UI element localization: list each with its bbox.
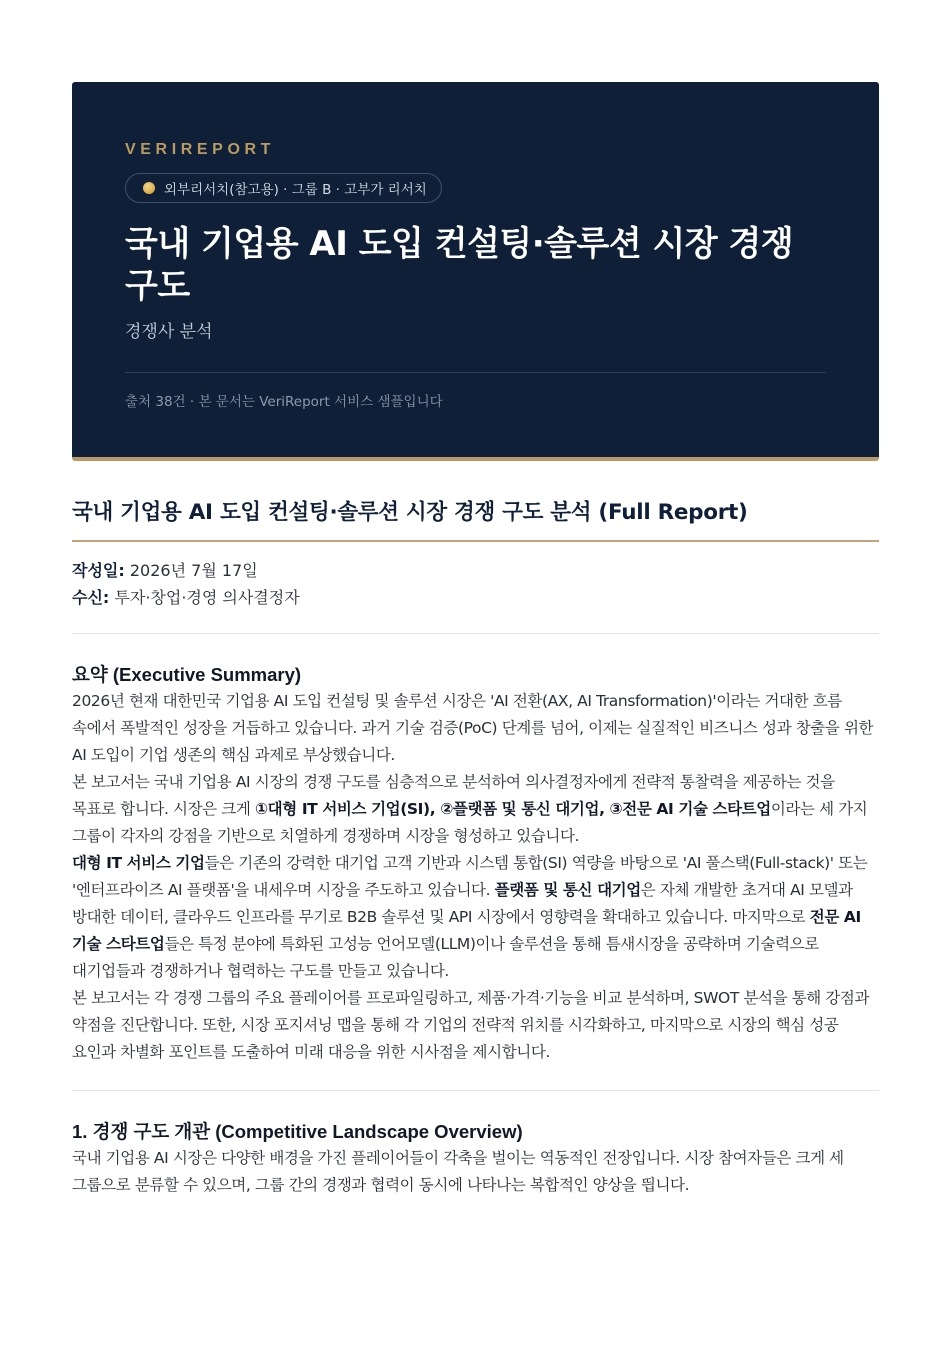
summary-p3-text-3: 들은 특정 분야에 특화된 고성능 언어모델(LLM)이나 솔루션을 통해 틈새시장을 공략하며 기술력으로 대기업들과 경쟁하거나 협력하는 구도를 만들고 있습니다. [72, 935, 819, 980]
category-badge-label: 외부리서치(참고용) · 그룹 B · 고부가 리서치 [164, 182, 427, 198]
cover-divider [125, 372, 826, 373]
report-cover-banner [72, 82, 879, 461]
summary-p2-text-1: 본 보고서는 국내 기업용 AI 시장의 경쟁 구도를 심층적으로 분석하여 의사결정자에게 전략적 통찰력을 제공하는 것을 목표로 합니다. 시장은 크게 [72, 773, 835, 818]
summary-p2-bold-groups: ①대형 IT 서비스 기업(SI), ②플랫폼 및 통신 대기업, ③전문 AI 기술 스타트업 [254, 800, 771, 818]
gold-dot-icon [143, 182, 155, 194]
meta-date-row [72, 557, 879, 584]
category-badge [125, 173, 442, 203]
summary-paragraph-3 [72, 850, 879, 985]
summary-p3-text-2: 은 자체 개발한 초거대 AI 모델과 방대한 데이터, 클라우드 인프라를 무기로 B2B 솔루션 및 API 시장에서 영향력을 확대하고 있습니다. 마지막으로 [72, 881, 853, 926]
report-meta [72, 557, 879, 611]
summary-p3-text-1: 들은 기존의 강력한 대기업 고객 기반과 시스템 통합(SI) 역량을 바탕으로 'AI 풀스택(Full-stack)' 또는 '엔터프라이즈 AI 플랫폼'을 내세우며 시장을 주도하고 있습니다. [72, 854, 868, 899]
report-title: 국내 기업용 AI 도입 컨설팅·솔루션 시장 경쟁 구도 분석 (Full Report) [72, 500, 748, 525]
summary-p2-text-2: 이라는 세 가지 그룹이 각자의 강점을 기반으로 치열하게 경쟁하며 시장을 형성하고 있습니다. [72, 800, 868, 845]
source-note: 출처 38건 · 본 문서는 VeriReport 서비스 샘플입니다 [125, 394, 443, 410]
meta-recipient-row [72, 584, 879, 611]
summary-p3-bold-si: 대형 IT 서비스 기업 [72, 854, 205, 872]
title-underline [72, 540, 879, 542]
meta-date-label: 작성일: [72, 561, 125, 580]
summary-paragraph-2 [72, 769, 879, 850]
section-1-heading: 1. 경쟁 구도 개관 (Competitive Landscape Overview) [72, 1121, 523, 1142]
summary-paragraph-1: 2026년 현재 대한민국 기업용 AI 도입 컨설팅 및 솔루션 시장은 'AI 전환(AX, AI Transformation)'이라는 거대한 흐름 속에서 폭발적인 성장을 거듭하고 있습니다. 과거 기술 검증(PoC) 단계를 넘어, 이제는 실질적인 비즈니스 성과 창출을 위한 AI 도입이 기업 생존의 핵심 과제로 부상했습니다. [72, 692, 874, 764]
report-body [72, 496, 879, 1199]
cover-subtitle: 경쟁사 분석 [125, 322, 213, 342]
brand-name: VERIREPORT [125, 141, 276, 158]
meta-recipient-label: 수신: [72, 588, 110, 607]
executive-summary-heading: 요약 (Executive Summary) [72, 664, 302, 685]
section-divider [72, 633, 879, 634]
section-divider [72, 1090, 879, 1091]
summary-paragraph-4: 본 보고서는 각 경쟁 그룹의 주요 플레이어를 프로파일링하고, 제품·가격·기능을 비교 분석하며, SWOT 분석을 통해 강점과 약점을 진단합니다. 또한, 시장 포지셔닝 맵을 통해 각 기업의 전략적 위치를 시각화하고, 마지막으로 시장의 핵심 성공 요인과 차별화 포인트를 도출하여 미래 대응을 위한 시사점을 제시합니다. [72, 989, 870, 1061]
section-1-paragraph-1: 국내 기업용 AI 시장은 다양한 배경을 가진 플레이어들이 각축을 벌이는 역동적인 전장입니다. 시장 참여자들은 크게 세 그룹으로 분류할 수 있으며, 그룹 간의 경쟁과 협력이 동시에 나타나는 복합적인 양상을 띕니다. [72, 1149, 844, 1194]
meta-date-value: 2026년 7월 17일 [129, 561, 258, 580]
summary-p3-bold-startup: 전문 AI 기술 스타트업 [72, 908, 861, 953]
cover-title: 국내 기업용 AI 도입 컨설팅·솔루션 시장 경쟁 구도 [125, 224, 794, 306]
meta-recipient-value: 투자·창업·경영 의사결정자 [114, 588, 300, 607]
summary-p3-bold-platform: 플랫폼 및 통신 대기업 [494, 881, 641, 899]
